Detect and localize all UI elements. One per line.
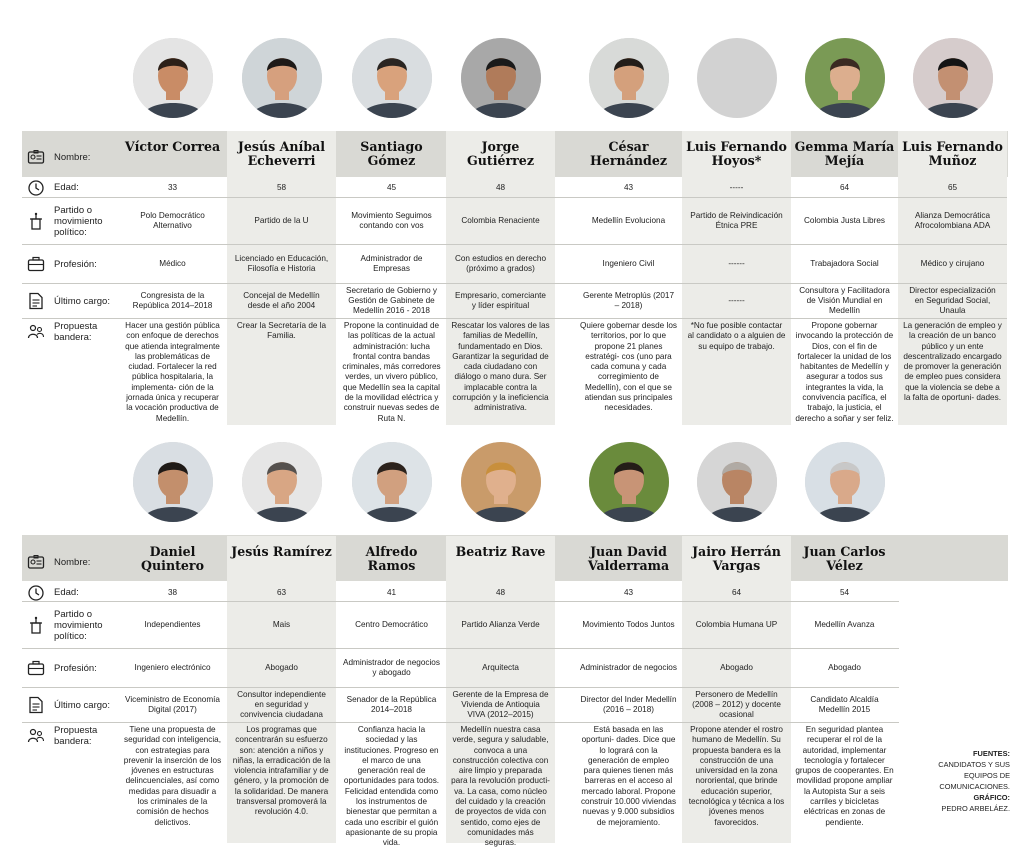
candidate-partido: Partido de la U — [254, 216, 309, 225]
candidate-propuesta: Confianza hacia la sociedad y las instituciones. Progreso en el marco de una generación real de oportunidades para todos. Felicidad entendida como los instrumentos de bienestar que permitan a cada uno escribir el guión apasionante de su propia vida. — [343, 725, 440, 848]
candidate-profesion: Ingeniero Civil — [602, 259, 655, 268]
id-card-icon — [27, 553, 45, 571]
candidate-cargo: Gerente de la Empresa de Vivienda de Antioquia VIVA (2012–2015) — [452, 690, 549, 719]
podium-icon — [27, 616, 45, 634]
people-icon — [27, 323, 45, 341]
briefcase-icon — [27, 659, 45, 677]
candidate-name: Beatriz Rave — [455, 544, 546, 559]
candidate-edad: 33 — [167, 182, 178, 192]
candidate-name: Luis Fernando Muñoz — [902, 139, 1003, 168]
candidate-cargo: Candidato Alcaldía Medellín 2015 — [810, 695, 879, 714]
candidate-name: Jesús Ramírez — [231, 544, 332, 559]
row-label-propuesta: Propuesta bandera: — [54, 725, 98, 747]
sources-line: EQUIPOS DE — [964, 771, 1010, 780]
candidate-partido: Colombia Humana UP — [695, 620, 778, 629]
row-label-nombre: Nombre: — [54, 556, 91, 568]
candidate-profesion: Arquitecta — [482, 663, 519, 672]
candidate-profesion: Abogado — [720, 663, 753, 672]
row-label-propuesta: Propuesta bandera: — [54, 321, 98, 343]
candidate-profesion: ------ — [728, 259, 745, 268]
candidate-profesion: Médico y cirujano — [920, 259, 985, 268]
age-clock-icon — [27, 179, 45, 197]
row-label-partido: Partido o movimiento político: — [54, 608, 103, 642]
graphic-author: PEDRO ARBELÁEZ. — [941, 804, 1010, 813]
age-clock-icon — [27, 584, 45, 602]
candidate-edad: 58 — [276, 182, 287, 192]
row-divider — [22, 722, 899, 723]
candidate-cargo: Gerente Metroplús (2017 – 2018) — [582, 291, 675, 310]
candidate-photo — [697, 442, 777, 522]
candidate-photo — [913, 38, 993, 118]
candidate-photo — [805, 38, 885, 118]
candidates-table-bottom — [0, 438, 1024, 848]
sources-line: CANDIDATOS Y SUS — [938, 760, 1010, 769]
row-label-edad: Edad: — [54, 587, 79, 598]
candidate-profesion: Abogado — [265, 663, 298, 672]
row-label-cargo: Último cargo: — [54, 295, 110, 307]
candidate-profesion: Administrador de negocios y abogado — [343, 658, 440, 677]
candidate-photo — [133, 38, 213, 118]
candidate-edad: ----- — [729, 182, 744, 192]
id-card-icon — [27, 148, 45, 166]
candidate-propuesta: Está basada en las oportuni- dades. Dice que lo logrará con la generación de empleo para quienes tienen más barreras en el acceso al mercado laboral. Propone construir 10.000 viviendas nuevas y 9.000 subsidios de mejoramiento. — [580, 725, 677, 827]
candidate-profesion: Administrador de negocios — [580, 663, 677, 672]
candidate-name: Jorge Gutiérrez — [467, 139, 534, 168]
candidate-cargo: ------ — [728, 296, 745, 305]
candidate-propuesta: Rescatar los valores de las familias de Medellín, fundamentado en Dios. Garantizar la seguridad de cada ciudadano con diálogo o mano dura. Ser implacable contra la corrupción y la ineficiencia administrativa. — [451, 321, 550, 413]
candidate-photo — [461, 442, 541, 522]
candidate-profesion: Ingeniero electrónico — [134, 663, 211, 672]
candidate-partido: Medellín Evoluciona — [591, 216, 666, 225]
candidate-partido: Mais — [272, 620, 291, 629]
candidate-photo — [589, 442, 669, 522]
candidate-cargo: Empresario, comerciante y líder espiritual — [454, 291, 546, 310]
row-label-profesion: Profesión: — [54, 258, 97, 270]
row-label-nombre: Nombre: — [54, 151, 91, 163]
candidate-profesion: Licenciado en Educación, Filosofía e Historia — [234, 254, 329, 273]
candidate-propuesta: En seguridad plantea recuperar el rol de la autoridad, implementar tecnología y fortalecer grupos de cooperantes. En movilidad propone ampliar la Autopista Sur a seis carriles y bicicletas eléctricas en zonas de pendiente. — [795, 725, 894, 827]
candidate-partido: Polo Democrático Alternativo — [140, 211, 205, 230]
candidate-name: Jesús Aníbal Echeverri — [237, 139, 326, 168]
candidate-name: Santiago Gómez — [360, 139, 423, 168]
candidate-edad: 45 — [386, 182, 397, 192]
candidate-edad: 41 — [386, 587, 397, 597]
candidate-partido: Colombia Justa Libres — [803, 216, 885, 225]
candidate-name: Juan David Valderrama — [587, 544, 670, 573]
candidate-photo — [805, 442, 885, 522]
candidate-photo — [589, 38, 669, 118]
candidate-propuesta: Propone atender el rostro humano de Medellín. Su propuesta bandera es la construcción de una universidad en la zona nororiental, que brinde educación superior, tecnológica y técnica a los jóvenes menos favorecidos. — [688, 725, 785, 827]
sources-label: FUENTES: — [973, 749, 1010, 758]
candidate-photo — [133, 442, 213, 522]
candidate-cargo: Personero de Medellín (2008 – 2012) y docente ocasional — [692, 690, 781, 719]
candidate-profesion: Abogado — [828, 663, 861, 672]
candidate-propuesta: Medellín nuestra casa verde, segura y saludable, convoca a una construcción colectiva con aire limpio y preparada para la revolución producti- va. La casa, como núcleo del cuidado y la creación de proyectos de vida con sentido, como ejes de comunidades más seguras. — [451, 725, 550, 848]
candidate-edad: 43 — [623, 182, 634, 192]
candidate-name: César Hernández — [590, 139, 667, 168]
candidate-name: Gemma María Mejía — [794, 139, 895, 168]
candidate-propuesta: Hacer una gestión pública con enfoque de derechos que atienda integralmente las problemáticas de ciudad. Fortalecer la red pública hospitalaria, la implementa- ción de la jornada única y recuperar la vocación productiva de Medellín. — [125, 321, 220, 423]
candidate-edad: 48 — [495, 182, 506, 192]
row-label-cargo: Último cargo: — [54, 699, 110, 711]
candidate-partido: Movimiento Seguimos contando con vos — [351, 211, 432, 230]
candidate-propuesta: Tiene una propuesta de seguridad con inteligencia, con estrategias para prevenir la inserción de los jóvenes en estructuras delincuenciales, así como medidas para disuadir a los criminales de la comisión de hechos delictivos. — [123, 725, 222, 827]
candidate-name: Alfredo Ramos — [365, 544, 418, 573]
row-label-profesion: Profesión: — [54, 662, 97, 674]
candidate-cargo: Director del Inder Medellín (2016 – 2018) — [580, 695, 677, 714]
candidate-cargo: Concejal de Medellín desde el año 2004 — [243, 291, 320, 310]
candidate-profesion: Administrador de Empresas — [360, 254, 423, 273]
candidate-edad: 64 — [839, 182, 850, 192]
candidate-propuesta: Propone gobernar invocando la protección de Dios, con el fin de fortalecer la unidad de los habitantes de Medellín y asegurar a todos sus integrantes la vida, la convivencia pacífica, el trabajo, la justicia, el derecho a soñar y ser feliz. — [795, 321, 894, 423]
candidate-cargo: Consultor independiente en seguridad y convivencia ciudadana — [237, 690, 326, 719]
candidate-cargo: Secretario de Gobierno y Gestión de Gabinete de Medellín 2016 - 2018 — [345, 286, 438, 315]
document-icon — [27, 696, 45, 714]
people-icon — [27, 727, 45, 745]
candidate-profesion: Trabajadora Social — [810, 259, 879, 268]
candidate-edad: 38 — [167, 587, 178, 597]
candidate-edad: 43 — [623, 587, 634, 597]
candidate-edad: 63 — [276, 587, 287, 597]
candidate-partido: Colombia Renaciente — [461, 216, 540, 225]
candidate-partido: Alianza Democrática Afrocolombiana ADA — [914, 211, 991, 230]
candidate-propuesta: Los programas que concentrarán su esfuerzo son: atención a niños y niñas, la erradicación de la violencia intrafamiliar y de género, y la promoción de la solidaridad. De manera transversal promoverá la revolución 4.0. — [232, 725, 331, 817]
candidate-partido: Partido de Reivindicación Étnica PRE — [690, 211, 783, 230]
candidate-photo — [242, 38, 322, 118]
candidate-propuesta: La generación de empleo y la creación de un banco público y un ente descentralizado encargado de promover la generación de empleo pues considera que la violencia se debe a la falta de oportuni- dades. — [903, 321, 1002, 403]
podium-icon — [27, 212, 45, 230]
candidate-propuesta: *No fue posible contactar al candidato o a alguien de su equipo de trabajo. — [687, 321, 786, 351]
candidate-profesion: Médico — [159, 259, 186, 268]
candidate-cargo: Consultora y Facilitadora de Visión Mundial en Medellín — [799, 286, 890, 315]
candidate-photo — [352, 442, 432, 522]
candidate-cargo: Viceministro de Economía Digital (2017) — [125, 695, 220, 714]
candidate-partido: Centro Democrático — [355, 620, 428, 629]
sources-line: COMUNICACIONES. — [939, 782, 1010, 791]
candidate-cargo: Congresista de la República 2014–2018 — [132, 291, 213, 310]
candidate-photo — [352, 38, 432, 118]
candidate-photo — [461, 38, 541, 118]
candidate-propuesta: Propone la continuidad de las políticas de la actual administración: lucha frontal contra bandas criminales, más corredores verdes, un vivero público, que Medellín sea la capital de la movilidad eléctrica y construir nuevas sedes de Ruta N. — [342, 321, 441, 423]
candidate-propuesta: Quiere gobernar desde los territorios, por lo que propone 21 planes estratégi- cos (uno para cada comuna y cada corregimiento de Medellín), con el que se atiendan sus principales necesidades. — [580, 321, 677, 413]
graphic-label: GRÁFICO: — [973, 793, 1010, 802]
candidate-edad: 64 — [731, 587, 742, 597]
candidate-name: Juan Carlos Vélez — [803, 544, 886, 573]
candidate-partido: Partido Alianza Verde — [461, 620, 540, 629]
candidate-name: Daniel Quintero — [141, 544, 204, 573]
candidate-name: Víctor Correa — [124, 139, 221, 154]
candidate-partido: Medellín Avanza — [814, 620, 875, 629]
sources-credit — [938, 748, 1010, 814]
candidate-edad: 48 — [495, 587, 506, 597]
row-label-partido: Partido o movimiento político: — [54, 204, 103, 238]
briefcase-icon — [27, 255, 45, 273]
candidate-cargo: Senador de la República 2014–2018 — [346, 695, 437, 714]
candidate-partido: Movimiento Todos Juntos — [582, 620, 675, 629]
row-divider — [22, 318, 1007, 319]
row-label-edad: Edad: — [54, 182, 79, 193]
candidate-photo — [697, 38, 777, 118]
candidate-partido: Independientes — [144, 620, 201, 629]
candidate-name: Jairo Herrán Vargas — [692, 544, 781, 573]
candidate-edad: 54 — [839, 587, 850, 597]
candidate-propuesta: Crear la Secretaría de la Familia. — [236, 321, 327, 341]
candidate-cargo: Director especialización en Seguridad Social, Unaula — [909, 286, 996, 315]
candidate-name: Luis Fernando Hoyos* — [686, 139, 787, 168]
candidate-edad: 65 — [947, 182, 958, 192]
candidate-photo — [242, 442, 322, 522]
candidate-profesion: Con estudios en derecho (próximo a grados) — [454, 254, 547, 273]
document-icon — [27, 292, 45, 310]
